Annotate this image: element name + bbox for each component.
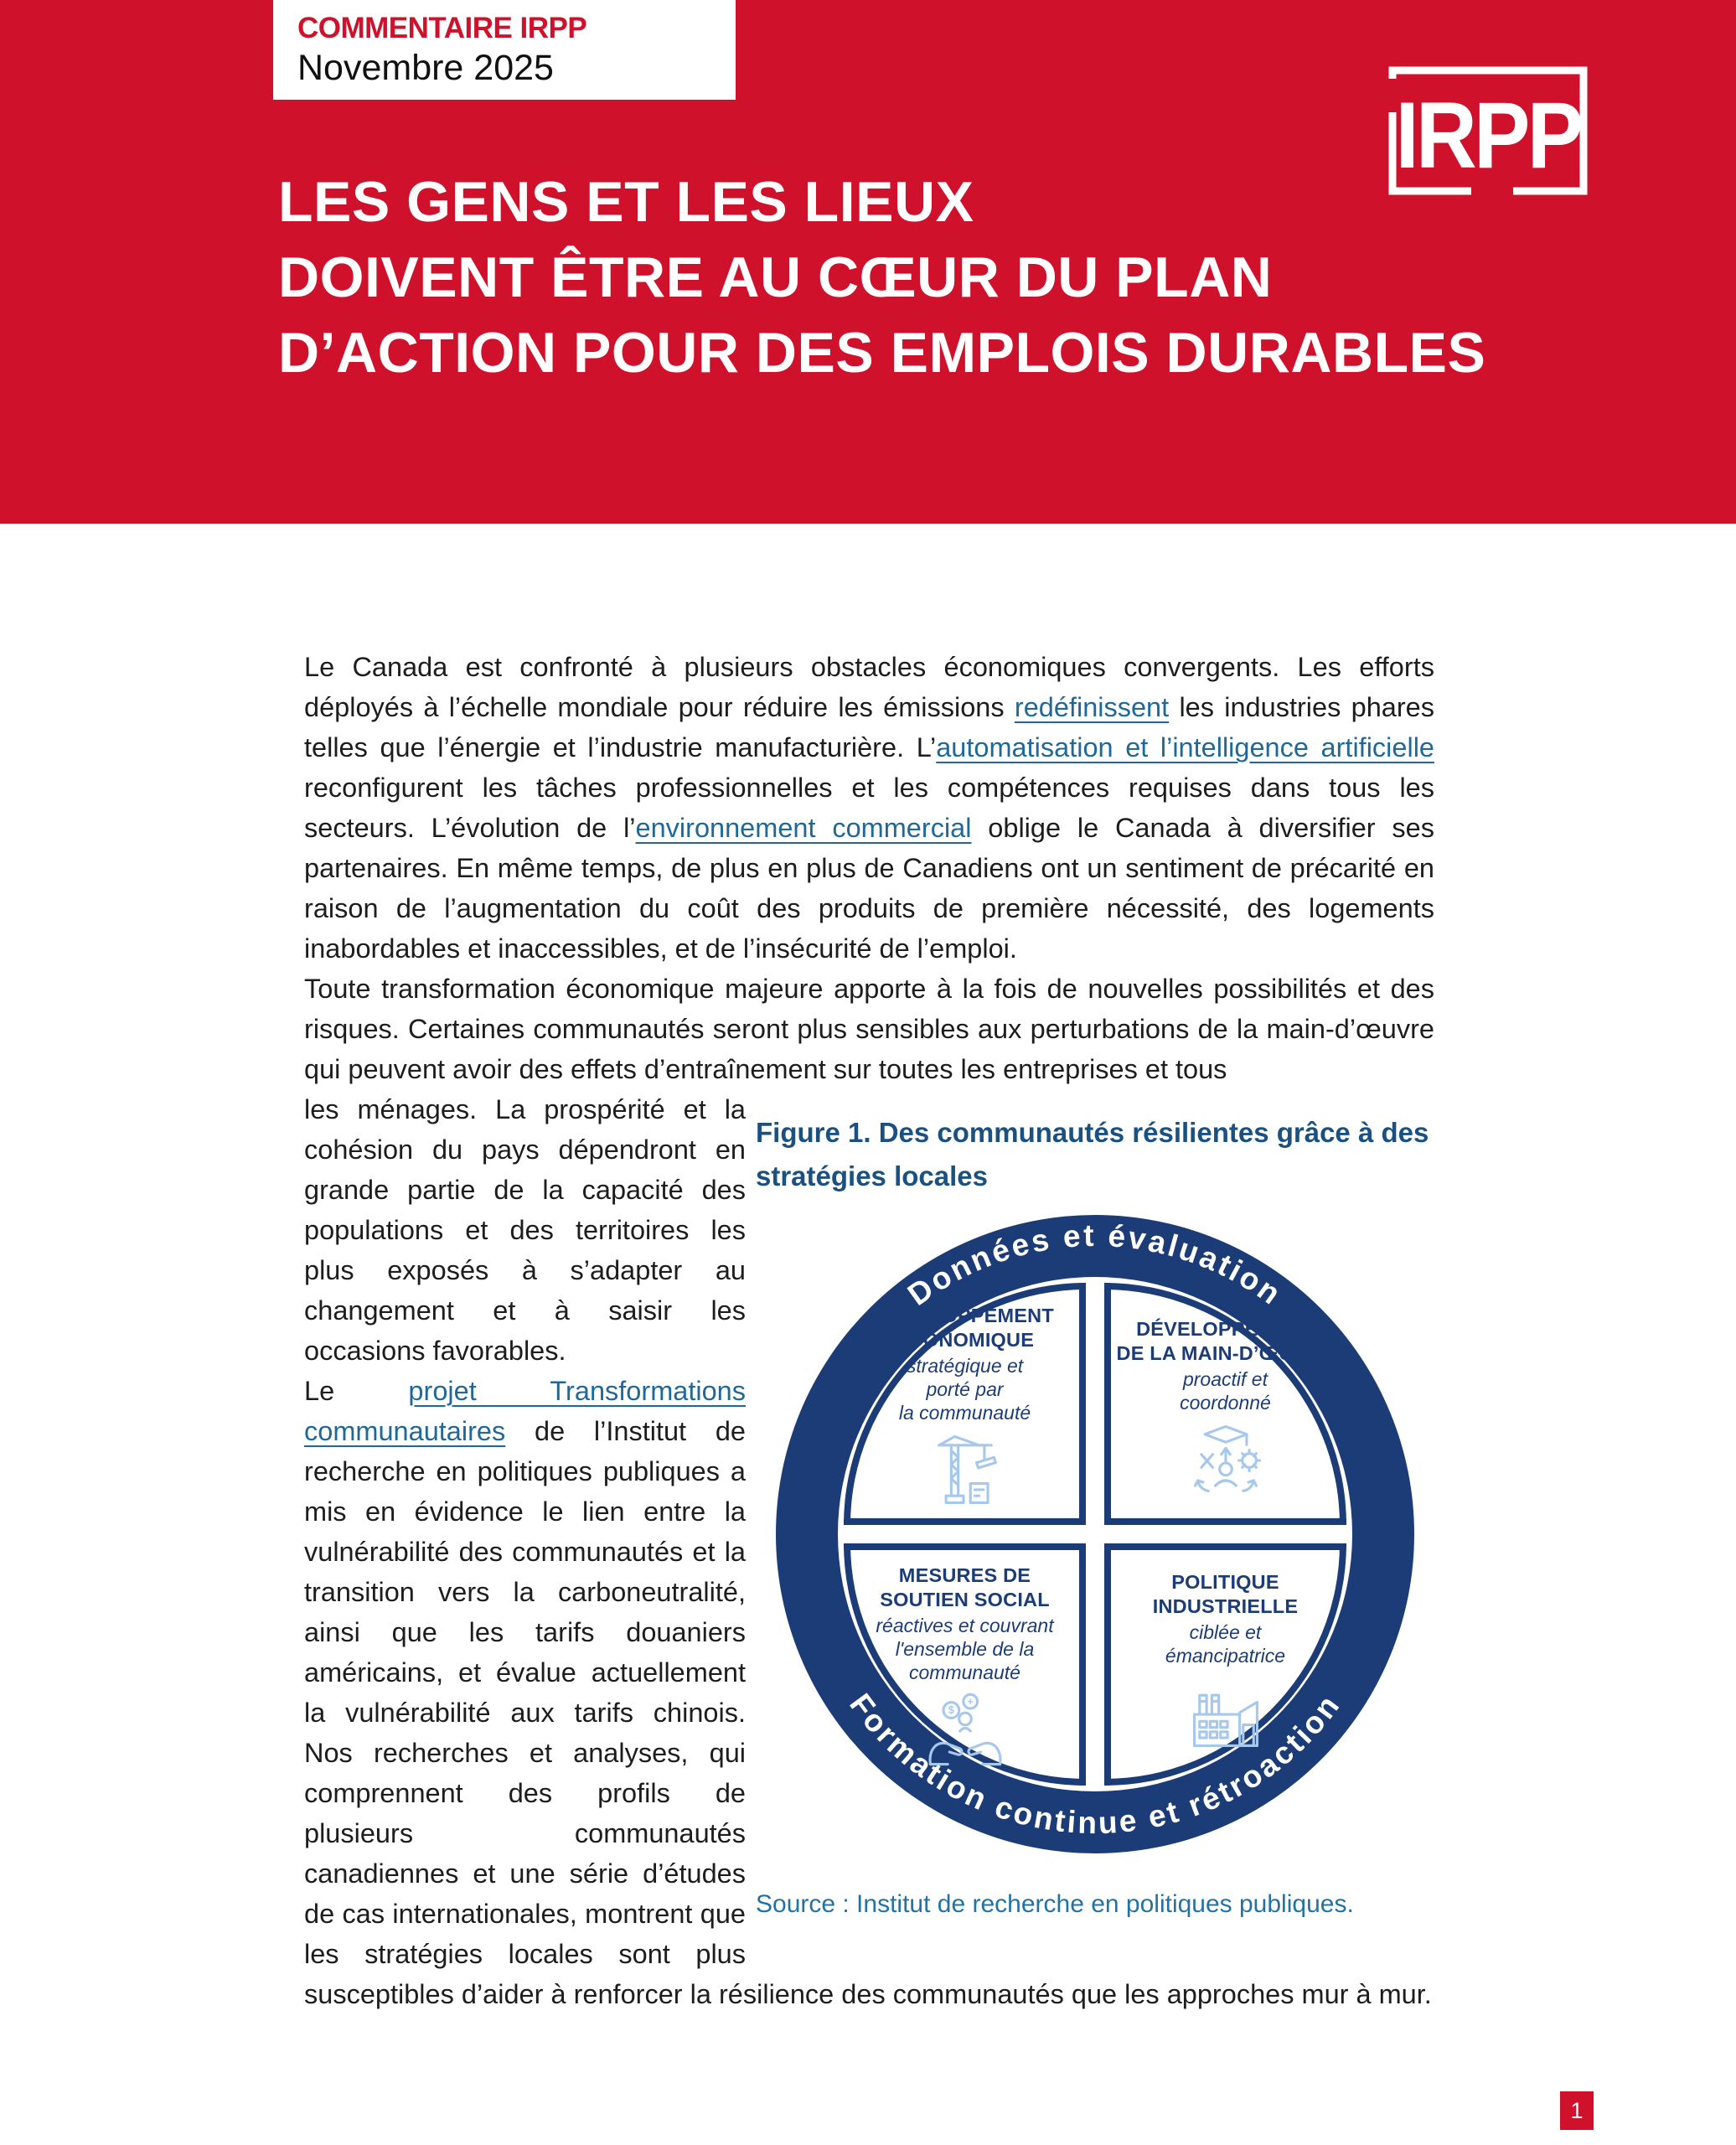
hero-banner [0,0,1736,524]
paragraph-2 [304,969,1434,1089]
page-number: 1 [1570,2097,1584,2123]
factory-icon [1182,1674,1269,1753]
text-run: Le [304,1376,409,1406]
social-support-icon [922,1691,1009,1770]
page-title-line: LES GENS ET LES LIEUX [278,170,974,234]
page-title-line: D’ACTION POUR DES EMPLOIS DURABLES [278,321,1486,385]
quadrant-subtitle: ciblée et émancipatrice [1165,1621,1286,1667]
figure-caption [756,1111,1434,1198]
text-link[interactable]: automatisation et l’intelligence artificielle [936,732,1434,762]
issue-date: Novembre 2025 [297,48,554,88]
article-body [304,524,1434,2014]
text-run: les ménages. La prospérité et la cohésion du pays dépendront en grande partie de la capacité des populations et des territoires les plus exposés à s’adapter au changement et à saisir les occasions favorables. [304,1094,746,1366]
page-number-badge [1560,2091,1594,2130]
text-run: Le Canada est confronté à plusieurs obstacles économiques convergents. Les efforts déployés à l’échelle mondiale pour réduire les émissions [304,652,1434,722]
text-run: oblige le Canada à diversifier ses partenaires. En même temps, de plus en plus de Canadiens ont un sentiment de précarité en raison de l’augmentation du coût des produits de première nécessité, des logements inabordables et inaccessibles, et de l’insécurité de l’emploi. [304,813,1434,964]
kicker-label: COMMENTAIRE IRPP [297,12,587,44]
arc-label-top: Données et évaluation [902,1217,1289,1313]
arc-label-bottom: Formation continue et rétroaction [843,1687,1347,1841]
figure-caption-line: stratégies locales [756,1160,988,1191]
text-run: reconfigurent les tâches professionnelles et les compétences requises dans tous les secteurs. L’évolution de l’ [304,773,1434,843]
quadrant-developpement-main-doeuvre [1104,1283,1346,1525]
svg-text:$: $ [948,1704,954,1717]
text-run: les industries phares telles que l’énergie et l’industrie manufacturière. L’ [304,692,1434,762]
quadrant-title: DÉVELOPPEMENT ÉCONOMIQUE [876,1305,1054,1351]
text-run: de l’Institut de recherche en politiques publiques a mis en évidence le lien entre la vulnérabilité des communautés et la transition vers la carboneutralité, ainsi que les tarifs douaniers américains, et évalue actuellement la vulnérabilité aux tarifs chinois. Nos recherches et analyses, qui comprennent des profils de plusieurs communautés canadiennes et une série d’études de cas internationales, montrent que les stratégies locales sont plus susceptibles d’aider à renforcer la résilience des communautés que les approches mur à mur. [304,1416,1432,2009]
quadrant-title: POLITIQUE INDUSTRIELLE [1152,1571,1299,1617]
logo-text: IRPP [1395,83,1581,189]
crane-icon [922,1431,1009,1510]
quadrant-developpement-economique [844,1283,1086,1525]
kicker-box [273,0,736,100]
quadrant-title: MESURES DE SOUTIEN SOCIAL [880,1564,1050,1610]
quadrant-politique-industrielle [1104,1543,1346,1786]
quadrant-subtitle: réactives et couvrant l'ensemble de la communauté [876,1615,1054,1683]
paragraph-1 [304,647,1434,969]
workforce-icon [1182,1421,1269,1500]
svg-text:+: + [967,1695,974,1708]
page-title [278,164,1485,390]
page-title-line: DOIVENT ÊTRE AU CŒUR DU PLAN [278,246,1273,309]
figure-source: Source : Institut de recherche en politiques publiques. [756,1890,1354,1918]
quadrant-subtitle: stratégique et porté par la communauté [898,1355,1031,1424]
quadrant-subtitle: proactif et coordonné [1180,1368,1271,1414]
text-run: Toute transformation économique majeure apporte à la fois de nouvelles possibilités et des risques. Certaines communautés seront plus sensibles aux perturbations de la main-d’œuvre qui peuvent avoir des effets d’entraînement sur toutes les entreprises et tous [304,974,1434,1084]
text-link[interactable]: redéfinissent [1014,692,1170,722]
figure-caption-line: Figure 1. Des communautés résilientes grâce à des [756,1117,1429,1148]
text-link[interactable]: environnement commercial [635,813,972,843]
text-link[interactable]: projet Transformations communautaires [304,1376,746,1446]
quadrant-title: DÉVELOPPEMENT DE LA MAIN-D’ŒUVRE [1116,1318,1335,1364]
figure-1 [756,1111,1434,1974]
quadrant-mesures-soutien-social [844,1543,1086,1786]
figure-diagram [776,1215,1414,1853]
